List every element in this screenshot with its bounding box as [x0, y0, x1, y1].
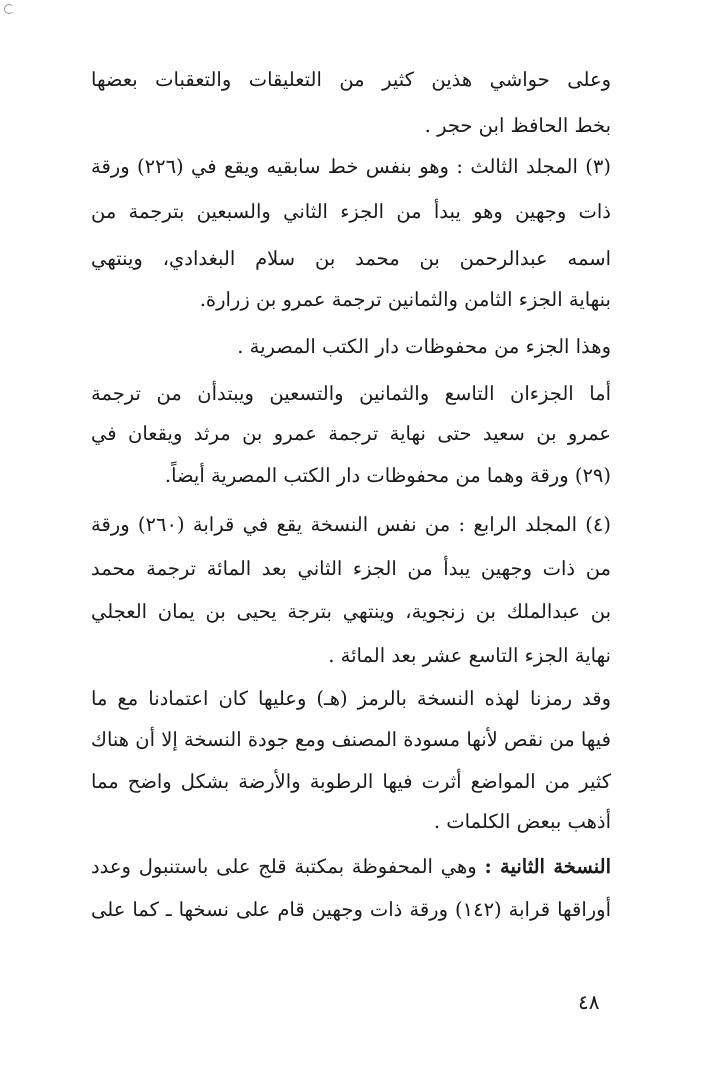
corner-mark	[4, 4, 14, 14]
text-line: بن عبدالملك بن زنجوية، وينتهي بترجة يحيى بن يمان العجلي	[91, 600, 611, 623]
text-line: من ذات وجهين يبدأ من الجزء الثاني بعد المائة ترجمة محمد	[91, 557, 611, 580]
text-line: بخط الحافظ ابن حجر .	[424, 114, 611, 137]
text-line: أوراقها قرابة (١٤٢) ورقة ذات وجهين قام على نسخها ـ كما على	[91, 898, 611, 921]
text-line: كثير من المواضع أثرت فيها الرطوبة والأرضة بشكل واضح مما	[91, 770, 611, 793]
text-line: وقد رمزنا لهذه النسخة بالرمز (هـ) وعليها كان اعتمادنا مع ما	[91, 687, 611, 710]
text-line	[91, 857, 611, 877]
text-line: ذات وجهين وهو يبدأ من الجزء الثاني والسبعين بترجمة من	[91, 200, 611, 223]
page-number: ٤٨	[578, 990, 600, 1014]
text-line: وعلى حواشي هذين كثير من التعليقات والتعقبات بعضها	[91, 68, 611, 91]
text-line: (٤) المجلد الرابع : من نفس النسخة يقع في قرابة (٢٦٠) ورقة	[91, 513, 611, 536]
text-line: وهذا الجزء من محفوظات دار الكتب المصرية .	[237, 335, 611, 358]
text-line: عمرو بن سعيد حتى نهاية ترجمة عمرو بن مرثد ويقعان في	[91, 422, 611, 445]
section-heading: النسخة الثانية :	[484, 855, 611, 878]
text-line: اسمه عبدالرحمن بن محمد بن سلام البغدادي، وينتهي	[91, 247, 611, 270]
text-line: فيها من نقص لأنها مسودة المصنف ومع جودة النسخة إلا أن هناك	[90, 728, 611, 751]
text-line: أذهب ببعض الكلمات .	[433, 810, 611, 833]
text-line: (٢٩) ورقة وهما من محفوظات دار الكتب المصرية أيضاً.	[164, 464, 611, 487]
text-line: (٣) المجلد الثالث : وهو بنفس خط سابقيه ويقع في (٢٢٦) ورقة	[91, 155, 612, 178]
text-fragment: وهي المحفوظة بمكتبة قلج على باستنبول وعدد	[91, 855, 477, 878]
text-line: بنهاية الجزء الثامن والثمانين ترجمة عمرو بن زرارة.	[199, 288, 611, 311]
text-line: أما الجزءان التاسع والثمانين والتسعين ويبتدأن من ترجمة	[91, 382, 611, 405]
text-line: نهاية الجزء التاسع عشر بعد المائة .	[328, 644, 611, 667]
